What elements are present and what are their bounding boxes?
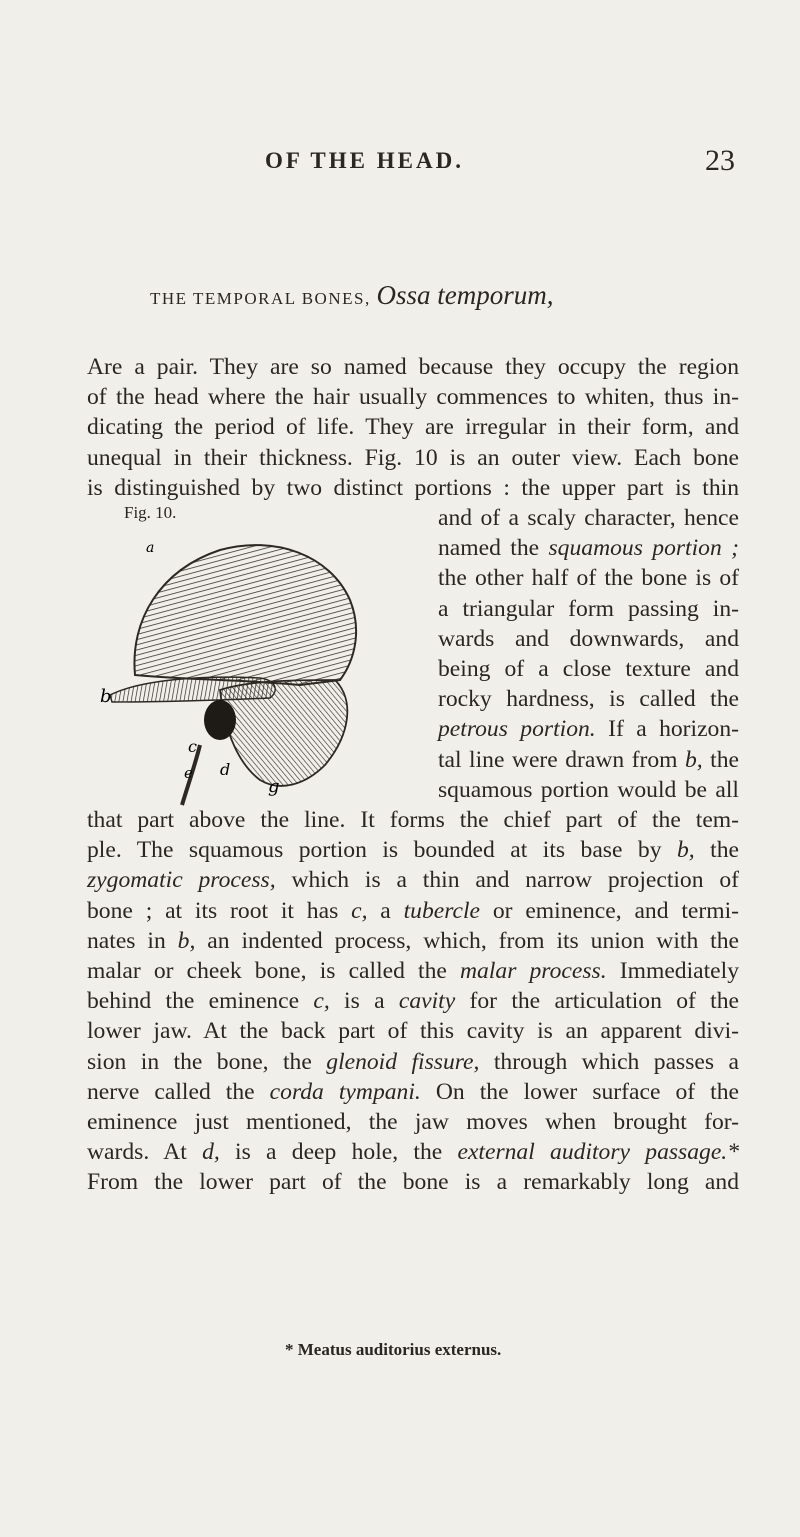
text-line: zygomatic process, which is a thin and narrow projection of <box>87 867 740 894</box>
text-line: a triangular form passing in- <box>438 595 739 622</box>
text-line: petrous portion. If a horizon- <box>438 716 739 743</box>
term-squamous: squamous portion ; <box>548 535 739 562</box>
text-line: squamous portion would be all <box>438 776 739 803</box>
paragraph-continued <box>87 805 739 1197</box>
text-line: rocky hardness, is called the <box>438 686 739 713</box>
term-tubercle: tubercle <box>403 897 481 924</box>
term-glenoid: glenoid fissure, <box>326 1048 480 1075</box>
figure-letter-a: a <box>146 540 155 556</box>
paragraph-intro <box>87 352 739 503</box>
text-line: wards. At d, is a deep hole, the external auditory passage.* <box>87 1139 739 1166</box>
running-title: OF THE HEAD. <box>265 148 464 173</box>
text-line: dicating the period of life. They are irregular in their form, and <box>87 414 739 441</box>
text-line: sion in the bone, the glenoid fissure, through which passes a <box>87 1048 739 1075</box>
figure-letter-d: d <box>220 760 231 779</box>
figure-letter-c: c <box>188 737 197 756</box>
text-line: of the head where the hair usually commences to whiten, thus in- <box>87 384 739 411</box>
petrous-portion <box>220 680 347 786</box>
text-line: wards and downwards, and <box>438 625 739 652</box>
text-line: lower jaw. At the back part of this cavity is an apparent divi- <box>87 1018 739 1045</box>
figure-label: Fig. 10. <box>124 503 177 522</box>
running-head <box>265 144 735 184</box>
section-title-caps: THE TEMPORAL BONES, <box>150 289 371 308</box>
section-title-latin: Ossa temporum, <box>376 280 554 310</box>
footnote: * Meatus auditorius externus. <box>285 1340 502 1359</box>
text-line: unequal in their thickness. Fig. 10 is an outer view. Each bone <box>87 444 739 471</box>
figure-wrap-text <box>438 503 739 805</box>
text-line: nerve called the corda tympani. On the lower surface of the <box>87 1078 739 1105</box>
text-line: is distinguished by two distinct portions : the upper part is thin <box>87 474 739 501</box>
term-zygomatic: zygomatic process, <box>87 867 276 894</box>
text-line: Are a pair. They are so named because they occupy the region <box>87 354 739 380</box>
auditory-passage <box>204 700 236 740</box>
text-line: named the squamous portion ; <box>438 535 739 562</box>
figure-letter-g: g <box>268 776 280 797</box>
figure-letter-b: b <box>100 686 112 707</box>
term-cavity: cavity <box>398 988 456 1015</box>
term-petrous: petrous portion. <box>438 716 596 743</box>
text-line: behind the eminence c, is a cavity for the articulation of the <box>87 988 739 1015</box>
text-line: bone ; at its root it has c, a tubercle or eminence, and termi- <box>87 897 739 924</box>
squamous-portion <box>134 545 356 685</box>
term-malar: malar process. <box>460 957 607 984</box>
figure-letter-e: e <box>184 764 193 782</box>
temporal-bone-figure <box>100 530 425 810</box>
text-line: the other half of the bone is of <box>438 565 739 592</box>
text-line: that part above the line. It forms the chief part of the tem- <box>87 807 739 833</box>
text-line: nates in b, an indented process, which, from its union with the <box>87 927 739 954</box>
text-line: From the lower part of the bone is a remarkably long and <box>87 1169 739 1196</box>
text-line: ple. The squamous portion is bounded at its base by b, the <box>87 837 739 864</box>
text-line: being of a close texture and <box>438 655 739 682</box>
term-auditory: external auditory passage.* <box>457 1139 739 1166</box>
page-number: 23 <box>705 144 735 177</box>
text-line: tal line were drawn from b, the <box>438 746 739 773</box>
section-title <box>150 280 710 311</box>
text-line: and of a scaly character, hence <box>438 505 739 531</box>
text-line: malar or cheek bone, is called the malar process. Immediately <box>87 957 740 984</box>
term-corda: corda tympani. <box>269 1078 421 1105</box>
text-line: eminence just mentioned, the jaw moves when brought for- <box>87 1108 739 1135</box>
